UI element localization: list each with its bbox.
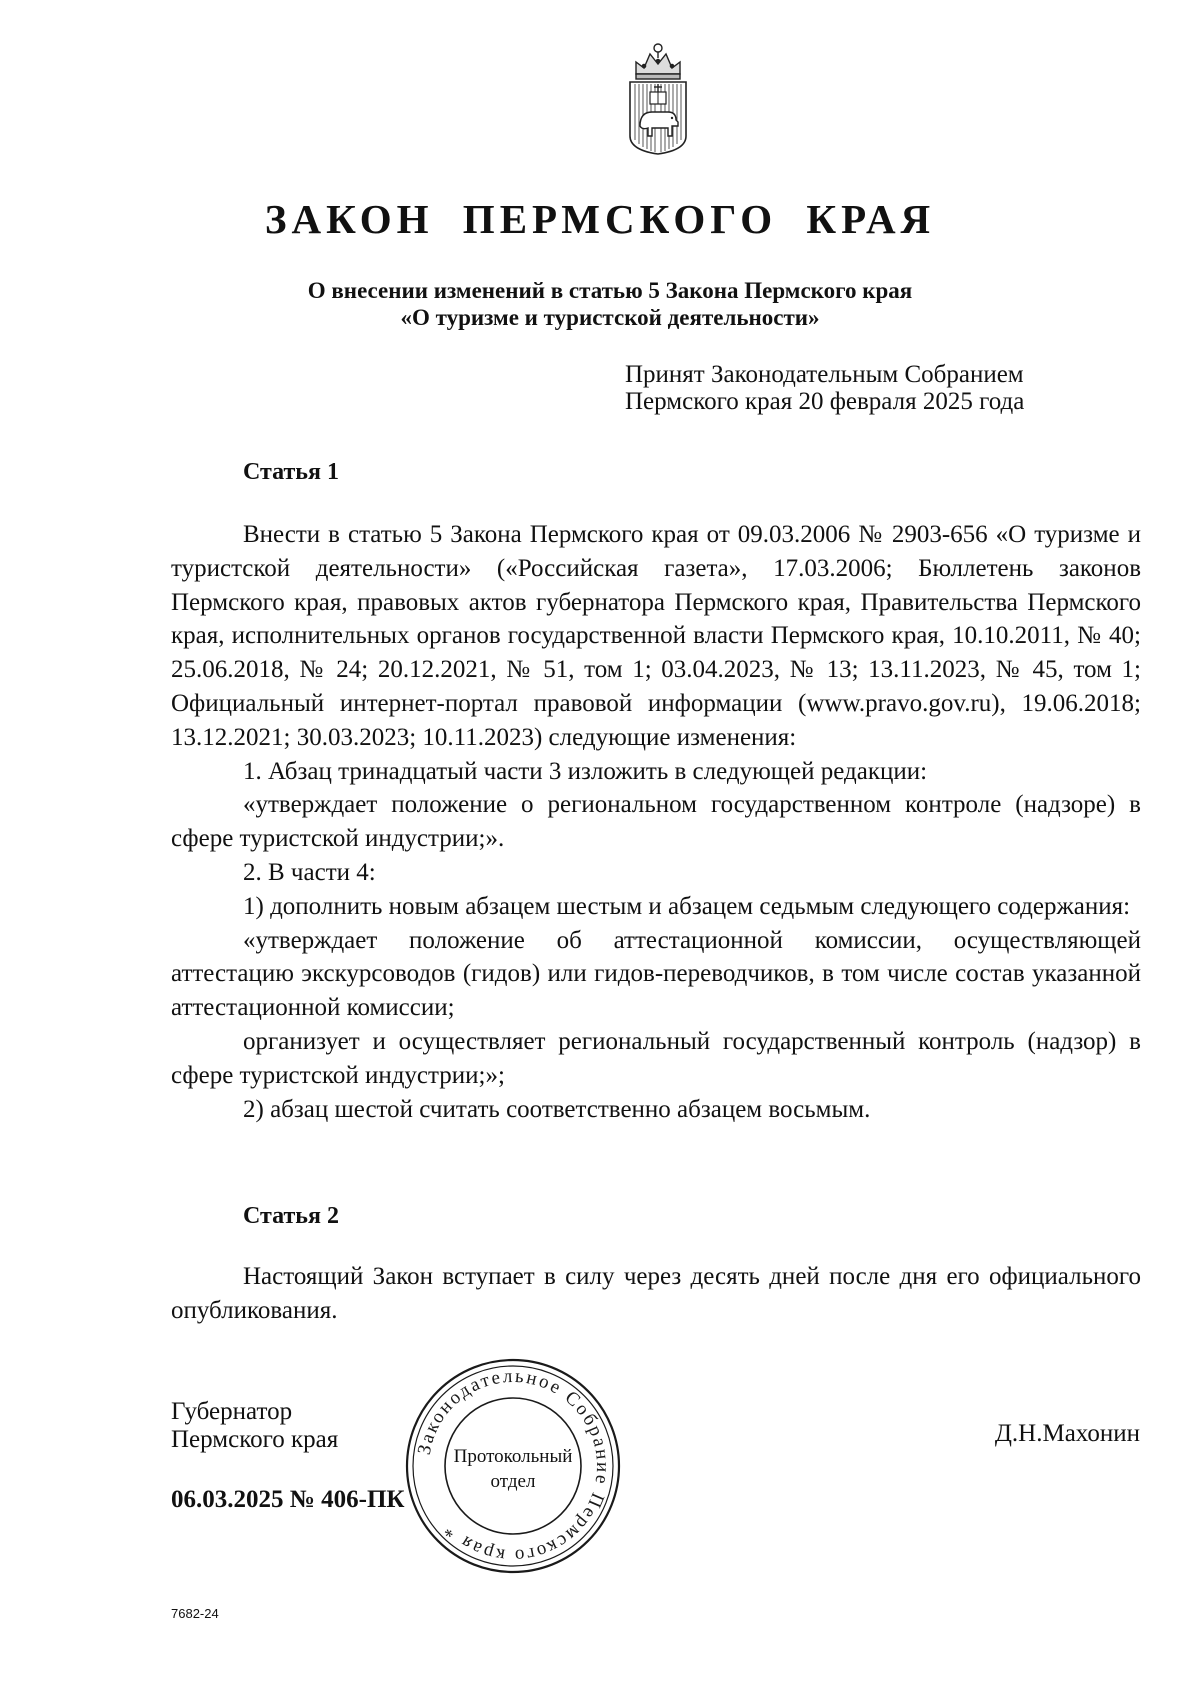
coat-of-arms-icon [622, 40, 694, 156]
document-subtitle [170, 277, 1050, 331]
subtitle-line-1: О внесении изменений в статью 5 Закона Пермского края [307, 278, 913, 303]
article-1-paragraph: 2) абзац шестой считать соответственно абзацем восьмым. [243, 1095, 871, 1123]
article-1-paragraph: «утверждает положение о региональном государственном контроле (надзоре) в сфере туристской индустрии;». [171, 791, 1141, 853]
svg-text:Законодательное Собрание Пермс [414, 1366, 613, 1566]
signature-position [171, 1398, 338, 1454]
stamp-ring-text: Законодательное Собрание Пермского края * [413, 1365, 614, 1567]
article-1-paragraph: «утверждает положение об аттестационной комиссии, осуществляющей аттестацию экскурсоводов (гидов) или гидов-переводчиков, в том числе состав указанной аттестационной комиссии; [171, 926, 1141, 1022]
article-1-paragraph: организует и осуществляет региональный государственный контроль (надзор) в сфере туристской индустрии;»; [171, 1027, 1141, 1089]
signer-name: Д.Н.Махонин [994, 1420, 1140, 1447]
adoption-line-1: Принят Законодательным Собранием [625, 361, 1024, 388]
stamp-center-line-1: Протокольный [453, 1446, 573, 1467]
article-1-body [171, 518, 1141, 1126]
article-2-body [171, 1260, 1141, 1328]
document-code: 7682-24 [171, 1606, 219, 1621]
signature-position-line-1: Губернатор [171, 1398, 293, 1425]
adoption-line-2: Пермского края 20 февраля 2025 года [625, 388, 1025, 415]
signature-position-line-2: Пермского края [171, 1426, 339, 1453]
article-1-heading: Статья 1 [243, 459, 339, 485]
article-2-heading: Статья 2 [243, 1203, 339, 1229]
document-title: ЗАКОН ПЕРМСКОГО КРАЯ [264, 196, 936, 242]
article-1-paragraph: Внести в статью 5 Закона Пермского края от 09.03.2006 № 2903-656 «О туризме и туристской деятельности» («Российская газета», 17.03.2006; Бюллетень законов Пермского края, правовых актов губернатора Пермского края, Правительства Пермского края, исполнительных органов государственной власти Пермского края, 10.10.2011, № 40; 25.06.2018, № 24; 20.12.2021, № 51, том 1; 03.04.2023, № 13; 13.11.2023, № 45, том 1; Официальный интернет-портал правовой информации (www.pravo.gov.ru), 19.06.2018; 13.12.2021; 30.03.2023; 10.11.2023) следующие изменения: [171, 521, 1141, 751]
article-2-paragraph: Настоящий Закон вступает в силу через десять дней после дня его официального опубликования. [171, 1263, 1141, 1324]
stamp-center-line-2: отдел [490, 1471, 536, 1492]
adoption-note [625, 361, 1095, 415]
subtitle-line-2: «О туризме и туристской деятельности» [400, 305, 820, 330]
article-1-paragraph: 1. Абзац тринадцатый части 3 изложить в следующей редакции: [243, 757, 928, 785]
article-1-paragraph: 2. В части 4: [243, 858, 376, 886]
official-stamp-icon [402, 1355, 624, 1577]
law-number: 06.03.2025 № 406-ПК [171, 1486, 405, 1513]
article-1-paragraph: 1) дополнить новым абзацем шестым и абзацем седьмым следующего содержания: [243, 892, 1131, 920]
